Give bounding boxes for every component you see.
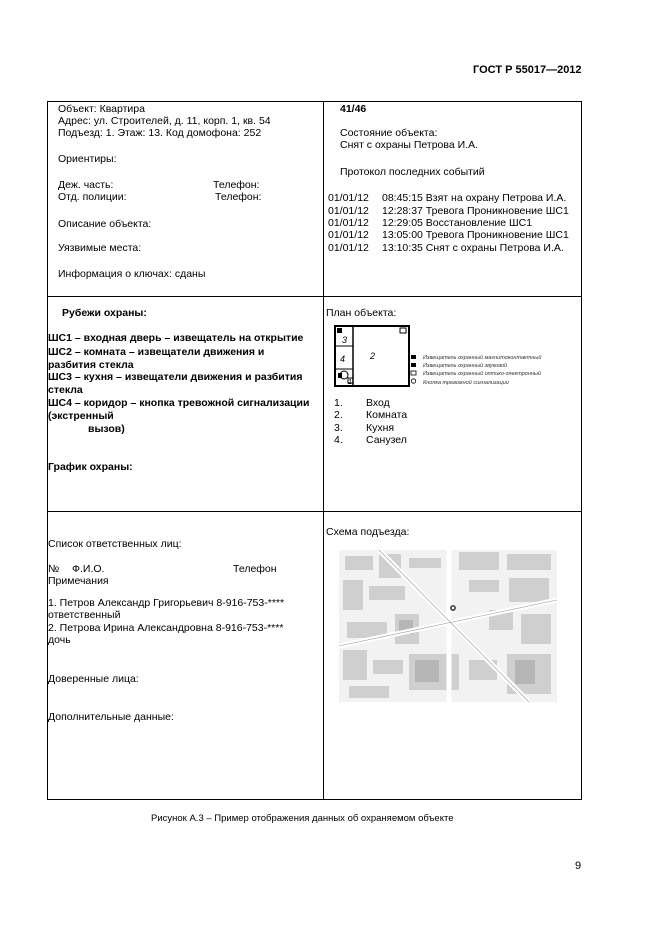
event-text: 08:45:15 Взят на охрану Петрова И.А. [382, 192, 567, 204]
divider-row2 [47, 511, 582, 512]
object-type: Объект: Квартира [58, 103, 145, 115]
vulnerable-label: Уязвимые места: [58, 242, 142, 254]
person-note: ответственный [48, 609, 121, 621]
keys-info: Информация о ключах: сданы [58, 268, 206, 280]
room-num: 2. [334, 409, 343, 421]
landmarks-label: Ориентиры: [58, 153, 117, 165]
event-date: 01/01/12 [328, 242, 369, 254]
event-text: 13:05:00 Тревога Проникновение ШС1 [382, 229, 569, 241]
event-text: 13:10:35 Снят с охраны Петрова И.А. [382, 242, 564, 254]
zones-title: Рубежи охраны: [62, 307, 147, 319]
state-label: Состояние объекта: [340, 127, 438, 139]
col-phone: Телефон [233, 563, 277, 575]
schedule-label: График охраны: [48, 461, 133, 473]
duty-phone-label: Телефон: [213, 179, 260, 191]
state-value: Снят с охраны Петрова И.А. [340, 139, 479, 151]
person-note: дочь [48, 634, 71, 646]
col-name: Ф.И.О. [72, 563, 105, 575]
room-name: Вход [366, 397, 390, 409]
room-name: Санузел [366, 434, 407, 446]
object-address: Адрес: ул. Строителей, д. 11, корп. 1, кв. 54 [58, 115, 271, 127]
additional-label: Дополнительные данные: [48, 711, 174, 723]
frame-right [581, 101, 582, 800]
figure-caption: Рисунок А.3 – Пример отображения данных об охраняемом объекте [151, 813, 454, 824]
description-label: Описание объекта: [58, 218, 152, 230]
floor-plan [320, 321, 582, 391]
room-number: 4 [340, 354, 346, 364]
object-entrance: Подъезд: 1. Этаж: 13. Код домофона: 252 [58, 127, 262, 139]
event-date: 01/01/12 [328, 192, 369, 204]
divider-row1 [47, 296, 582, 297]
legend-item: Кнопка тревожной сигнализации [423, 380, 509, 386]
room-num: 1. [334, 397, 343, 409]
duty-part-label: Деж. часть: [58, 179, 114, 191]
trusted-label: Доверенные лица: [48, 673, 139, 685]
divider-vertical [323, 101, 324, 800]
zone-line: вызов) [88, 423, 125, 435]
legend-item: Извещатель охранный звуковой [423, 363, 508, 369]
frame-left [47, 101, 48, 800]
object-number: 41/46 [340, 103, 367, 115]
event-date: 01/01/12 [328, 217, 369, 229]
room-num: 3. [334, 422, 343, 434]
map-graphic [339, 550, 557, 702]
person-line: 1. Петров Александр Григорьевич 8-916-753-**** [48, 597, 285, 609]
zone-line: ШС1 – входная дверь – извещатель на открытие [48, 332, 304, 344]
police-phone-label: Телефон: [215, 191, 262, 203]
page-number: 9 [575, 860, 582, 872]
event-date: 01/01/12 [328, 229, 369, 241]
room-name: Кухня [366, 422, 395, 434]
room-number: 1 [348, 379, 352, 386]
event-date: 01/01/12 [328, 205, 369, 217]
event-text: 12:28:37 Тревога Проникновение ШС1 [382, 205, 569, 217]
entrance-scheme-title: Схема подъезда: [326, 526, 410, 538]
legend-item: Извещатель охранный оптико-электронный [423, 371, 541, 377]
entrance-map [339, 550, 557, 702]
protocol-label: Протокол последних событий [340, 166, 485, 178]
frame-bottom [47, 799, 582, 800]
responsible-title: Список ответственных лиц: [48, 538, 182, 550]
police-label: Отд. полиции: [58, 191, 127, 203]
col-number: № [48, 563, 60, 575]
frame-top [47, 101, 582, 102]
zone-line: (экстренный [48, 410, 114, 422]
zone-line: ШС2 – комната – извещатели движения и [48, 346, 265, 358]
room-num: 4. [334, 434, 343, 446]
person-line: 2. Петрова Ирина Александровна 8-916-753-**** [48, 622, 284, 634]
plan-title: План объекта: [326, 307, 397, 319]
standard-header: ГОСТ Р 55017—2012 [473, 64, 582, 76]
zone-line: разбития стекла [48, 359, 134, 371]
zone-line: стекла [48, 384, 83, 396]
room-number: 3 [342, 335, 348, 345]
room-name: Комната [366, 409, 408, 421]
zone-line: ШС3 – кухня – извещатели движения и разбития [48, 371, 303, 383]
room-number: 2 [370, 351, 376, 361]
legend-item: Извещатель охранный магнитоконтактный [423, 355, 542, 361]
col-notes: Примечания [48, 575, 109, 587]
event-text: 12:29:05 Восстановление ШС1 [382, 217, 533, 229]
zone-line: ШС4 – коридор – кнопка тревожной сигнализации [48, 397, 310, 409]
